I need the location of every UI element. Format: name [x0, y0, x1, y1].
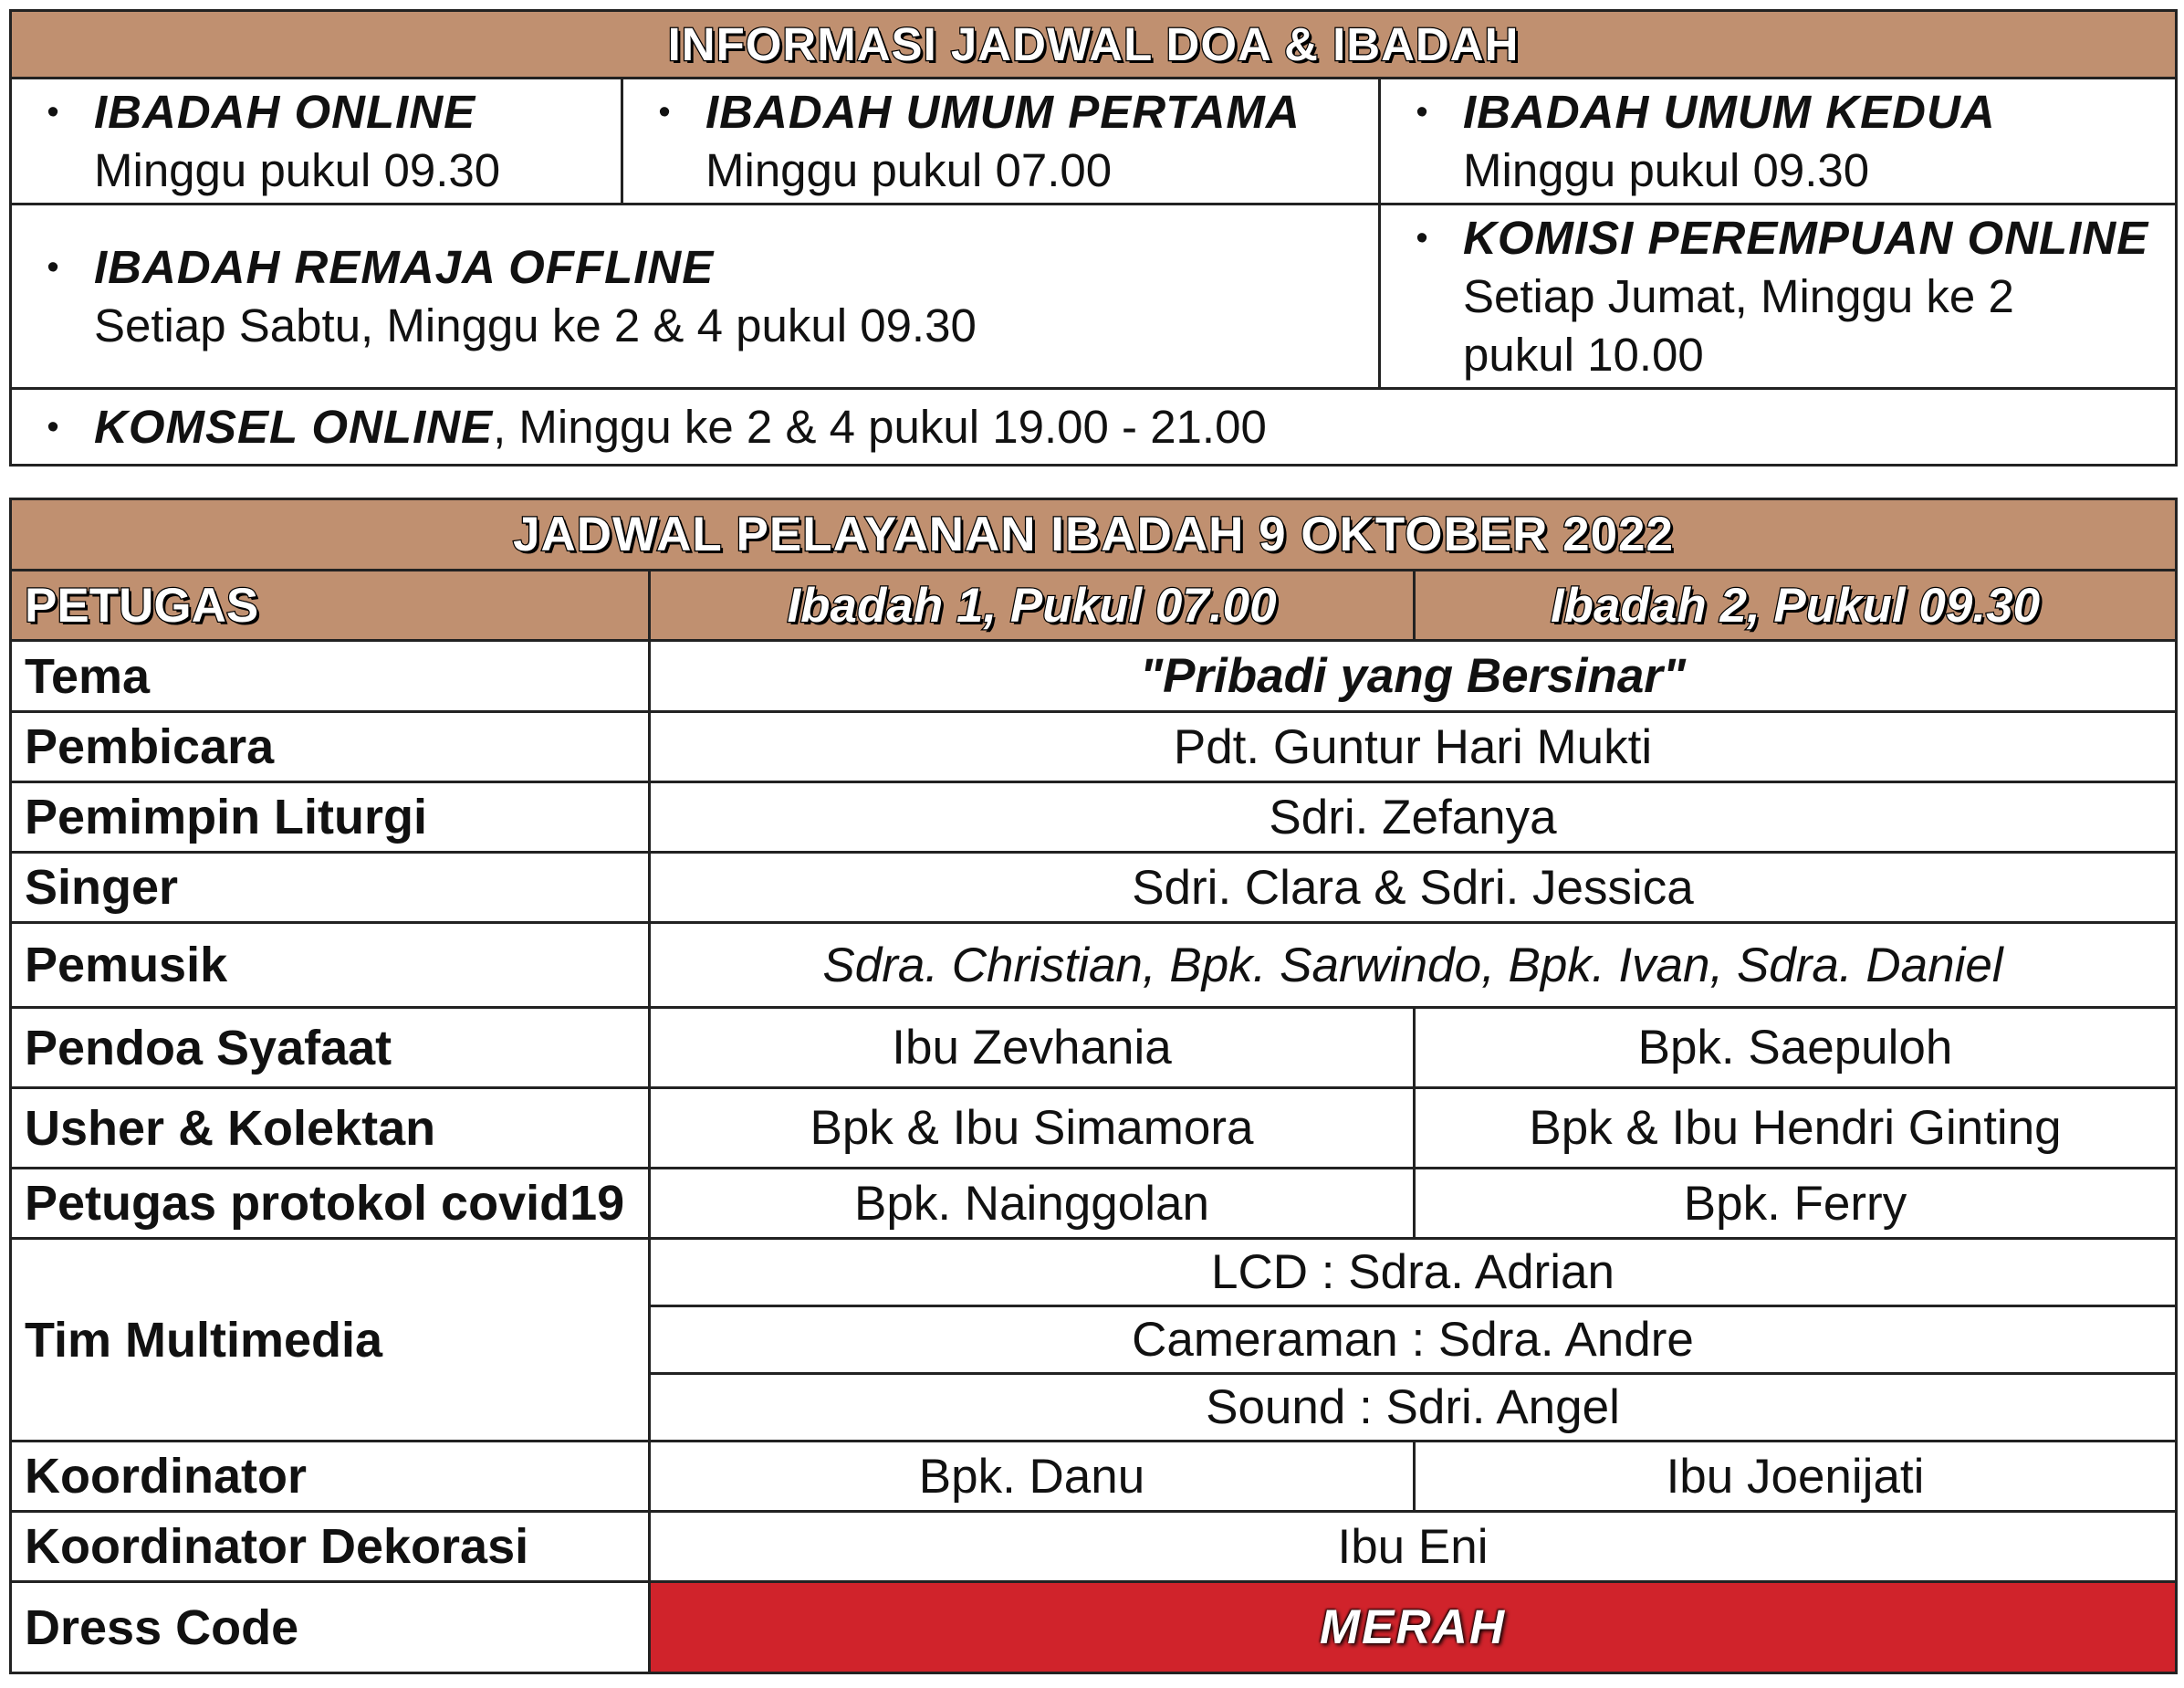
info-item-detail: , Minggu ke 2 & 4 pukul 19.00 - 21.00: [493, 400, 1267, 453]
schedule-title: JADWAL PELAYANAN IBADAH 9 OKTOBER 2022: [11, 499, 2177, 571]
row-label-usher: Usher & Kolektan: [11, 1088, 650, 1169]
info-item-detail: pukul 10.00: [1463, 328, 1704, 381]
col-header-ibadah2: Ibadah 2, Pukul 09.30: [1415, 571, 2177, 641]
row-value-dress-code: MERAH: [650, 1582, 2177, 1673]
bullet-icon: •: [47, 247, 59, 287]
row-value-multimedia-sound: Sound : Sdri. Angel: [650, 1374, 2177, 1442]
row-label-pembicara: Pembicara: [11, 712, 650, 782]
row-label-singer: Singer: [11, 853, 650, 923]
row-label-protokol: Petugas protokol covid19: [11, 1169, 650, 1239]
info-cell-komisi-perempuan: [1380, 204, 2177, 389]
info-item-name: IBADAH UMUM KEDUA: [1463, 85, 1996, 138]
info-item-detail: Minggu pukul 09.30: [1463, 143, 1870, 196]
info-cell-ibadah-remaja: [11, 204, 1380, 389]
row-value-usher-1: Bpk & Ibu Simamora: [650, 1088, 1415, 1169]
info-table: [9, 9, 2178, 467]
info-item-detail: Minggu pukul 09.30: [94, 143, 501, 196]
bullet-icon: •: [658, 92, 671, 131]
row-label-pendoa: Pendoa Syafaat: [11, 1008, 650, 1088]
row-value-pendoa-1: Ibu Zevhania: [650, 1008, 1415, 1088]
row-value-multimedia-camera: Cameraman : Sdra. Andre: [650, 1306, 2177, 1374]
row-value-pemusik: Sdra. Christian, Bpk. Sarwindo, Bpk. Ivan, Sdra. Daniel: [650, 923, 2177, 1008]
row-value-usher-2: Bpk & Ibu Hendri Ginting: [1415, 1088, 2177, 1169]
bullet-icon: •: [1416, 218, 1428, 257]
info-item-detail: Setiap Jumat, Minggu ke 2: [1463, 269, 2014, 322]
schedule-table: [9, 498, 2178, 1674]
col-header-petugas: PETUGAS: [11, 571, 650, 641]
row-label-pemusik: Pemusik: [11, 923, 650, 1008]
info-item-name: IBADAH ONLINE: [94, 85, 476, 138]
info-cell-ibadah-umum-kedua: [1380, 79, 2177, 204]
row-label-dekorasi: Koordinator Dekorasi: [11, 1512, 650, 1582]
info-cell-ibadah-umum-pertama: [622, 79, 1380, 204]
row-label-tema: Tema: [11, 641, 650, 712]
info-item-name: IBADAH REMAJA OFFLINE: [94, 240, 715, 293]
bullet-icon: •: [47, 92, 59, 131]
col-header-ibadah1: Ibadah 1, Pukul 07.00: [650, 571, 1415, 641]
row-label-liturgi: Pemimpin Liturgi: [11, 782, 650, 853]
info-item-detail: Setiap Sabtu, Minggu ke 2 & 4 pukul 09.30: [94, 299, 977, 351]
row-value-dekorasi: Ibu Eni: [650, 1512, 2177, 1582]
info-item-name: KOMISI PEREMPUAN ONLINE: [1463, 211, 2149, 264]
info-title: INFORMASI JADWAL DOA & IBADAH: [11, 11, 2177, 79]
row-label-multimedia: Tim Multimedia: [11, 1239, 650, 1442]
info-cell-ibadah-online: [11, 79, 622, 204]
row-value-koordinator-1: Bpk. Danu: [650, 1442, 1415, 1512]
row-label-koordinator: Koordinator: [11, 1442, 650, 1512]
row-value-koordinator-2: Ibu Joenijati: [1415, 1442, 2177, 1512]
bullet-icon: •: [47, 407, 59, 446]
bullet-icon: •: [1416, 92, 1428, 131]
row-label-dress-code: Dress Code: [11, 1582, 650, 1673]
row-value-protokol-1: Bpk. Nainggolan: [650, 1169, 1415, 1239]
row-value-pembicara: Pdt. Guntur Hari Mukti: [650, 712, 2177, 782]
row-value-singer: Sdri. Clara & Sdri. Jessica: [650, 853, 2177, 923]
info-item-name: KOMSEL ONLINE: [94, 400, 494, 453]
row-value-liturgi: Sdri. Zefanya: [650, 782, 2177, 853]
row-value-pendoa-2: Bpk. Saepuloh: [1415, 1008, 2177, 1088]
info-cell-komsel: [11, 389, 2177, 466]
row-value-protokol-2: Bpk. Ferry: [1415, 1169, 2177, 1239]
info-item-detail: Minggu pukul 07.00: [705, 143, 1113, 196]
row-value-tema: "Pribadi yang Bersinar": [650, 641, 2177, 712]
info-item-name: IBADAH UMUM PERTAMA: [705, 85, 1301, 138]
row-value-multimedia-lcd: LCD : Sdra. Adrian: [650, 1239, 2177, 1306]
